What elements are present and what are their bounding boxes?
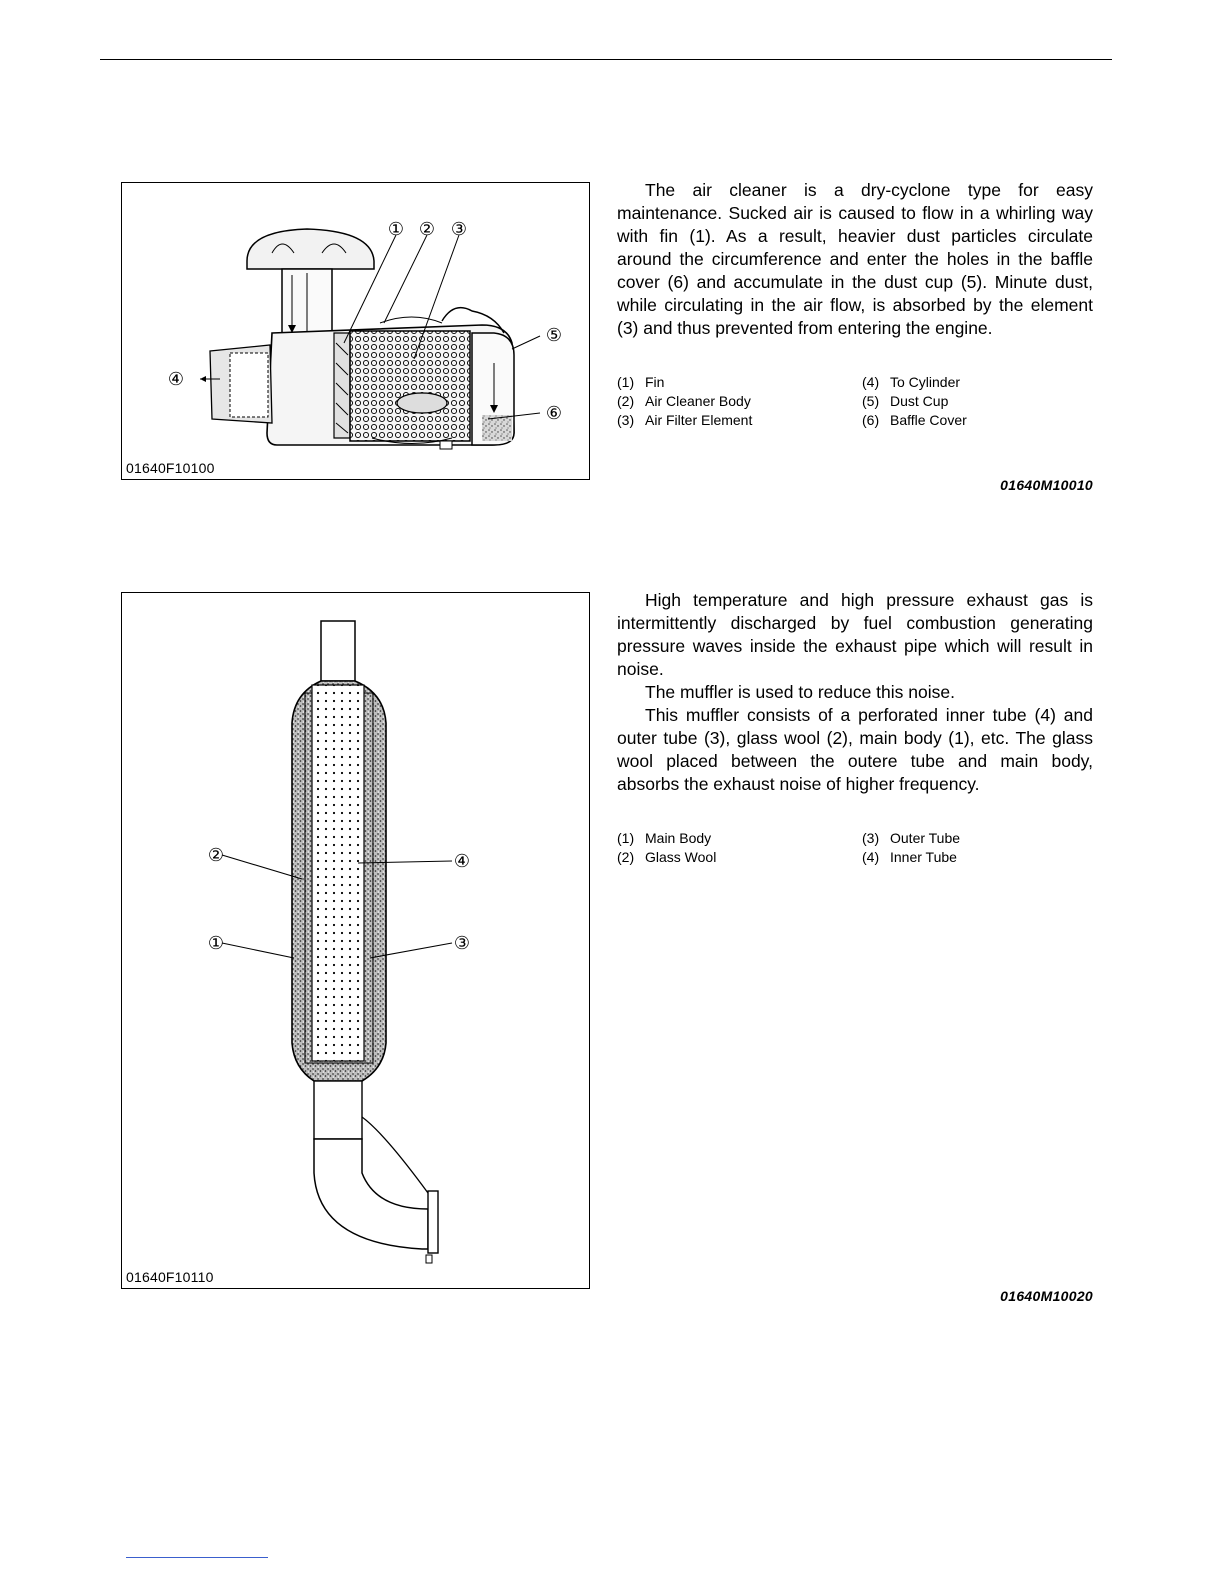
legend-label: Main Body [645, 830, 712, 846]
legend-label: Fin [645, 374, 665, 390]
legend-item [862, 829, 960, 848]
legend-item [617, 392, 751, 411]
legend-item [862, 848, 957, 867]
legend-label: Inner Tube [890, 849, 957, 865]
legend-item [862, 392, 948, 411]
doc-code: 01640M10020 [1000, 1288, 1093, 1304]
paragraph: High temperature and high pressure exhaust gas is intermittently discharged by fuel combustion generating pressure waves inside the exhaust pipe which will result in noise. [617, 590, 1093, 679]
callout-3: ③ [453, 933, 471, 954]
paragraph: This muffler consists of a perforated inner tube (4) and outer tube (3), glass wool (2), main body (1), etc. The glass wool placed between the outere tube and main body, absorbs the exhaust noise of higher frequency. [617, 705, 1093, 794]
callout-2: ② [207, 845, 225, 866]
muffler-description [617, 589, 1093, 796]
legend-num: (1) [617, 374, 635, 390]
air-cleaner-description [617, 179, 1093, 340]
air-cleaner-illustration [122, 183, 591, 481]
legend-item [617, 373, 664, 392]
header-rule [100, 59, 1112, 60]
legend-num: (5) [862, 393, 880, 409]
legend-num: (2) [617, 393, 635, 409]
legend-label: Outer Tube [890, 830, 961, 846]
muffler-figure [121, 592, 590, 1289]
callout-6: ⑥ [545, 403, 563, 424]
legend-label: Baffle Cover [890, 412, 967, 428]
legend-num: (2) [617, 849, 635, 865]
callout-5: ⑤ [545, 325, 563, 346]
legend-num: (3) [617, 412, 635, 428]
legend-label: Glass Wool [645, 849, 717, 865]
legend-item [617, 829, 711, 848]
paragraph: The muffler is used to reduce this noise. [645, 682, 955, 702]
doc-code: 01640M10010 [1000, 477, 1093, 493]
legend-label: To Cylinder [890, 374, 961, 390]
legend-num: (4) [862, 374, 880, 390]
legend-item [862, 411, 967, 430]
legend-label: Air Filter Element [645, 412, 753, 428]
callout-4: ④ [453, 851, 471, 872]
figure-code: 01640F10100 [126, 460, 215, 476]
footer-link-underline [126, 1557, 268, 1558]
legend-num: (3) [862, 830, 880, 846]
legend-label: Dust Cup [890, 393, 949, 409]
callout-2: ② [418, 219, 436, 240]
muffler-illustration [122, 593, 591, 1290]
callout-1: ① [207, 933, 225, 954]
callout-3: ③ [450, 219, 468, 240]
callout-4: ④ [167, 369, 185, 390]
air-cleaner-figure [121, 182, 590, 480]
legend-num: (4) [862, 849, 880, 865]
legend-label: Air Cleaner Body [645, 393, 751, 409]
legend-item [862, 373, 960, 392]
legend-num: (6) [862, 412, 880, 428]
callout-1: ① [387, 219, 405, 240]
legend-item [617, 411, 752, 430]
figure-code: 01640F10110 [126, 1269, 214, 1285]
paragraph: The air cleaner is a dry-cyclone type for easy maintenance. Sucked air is caused to flow in a whirling way with fin (1). As a result, heavier dust particles circulate around the circumference and enter the holes in the baffle cover (6) and accumulate in the dust cup (5). Minute dust, while circulating in the air flow, is absorbed by the element (3) and thus prevented from entering the engine. [617, 180, 1093, 338]
legend-item [617, 848, 716, 867]
legend-num: (1) [617, 830, 635, 846]
